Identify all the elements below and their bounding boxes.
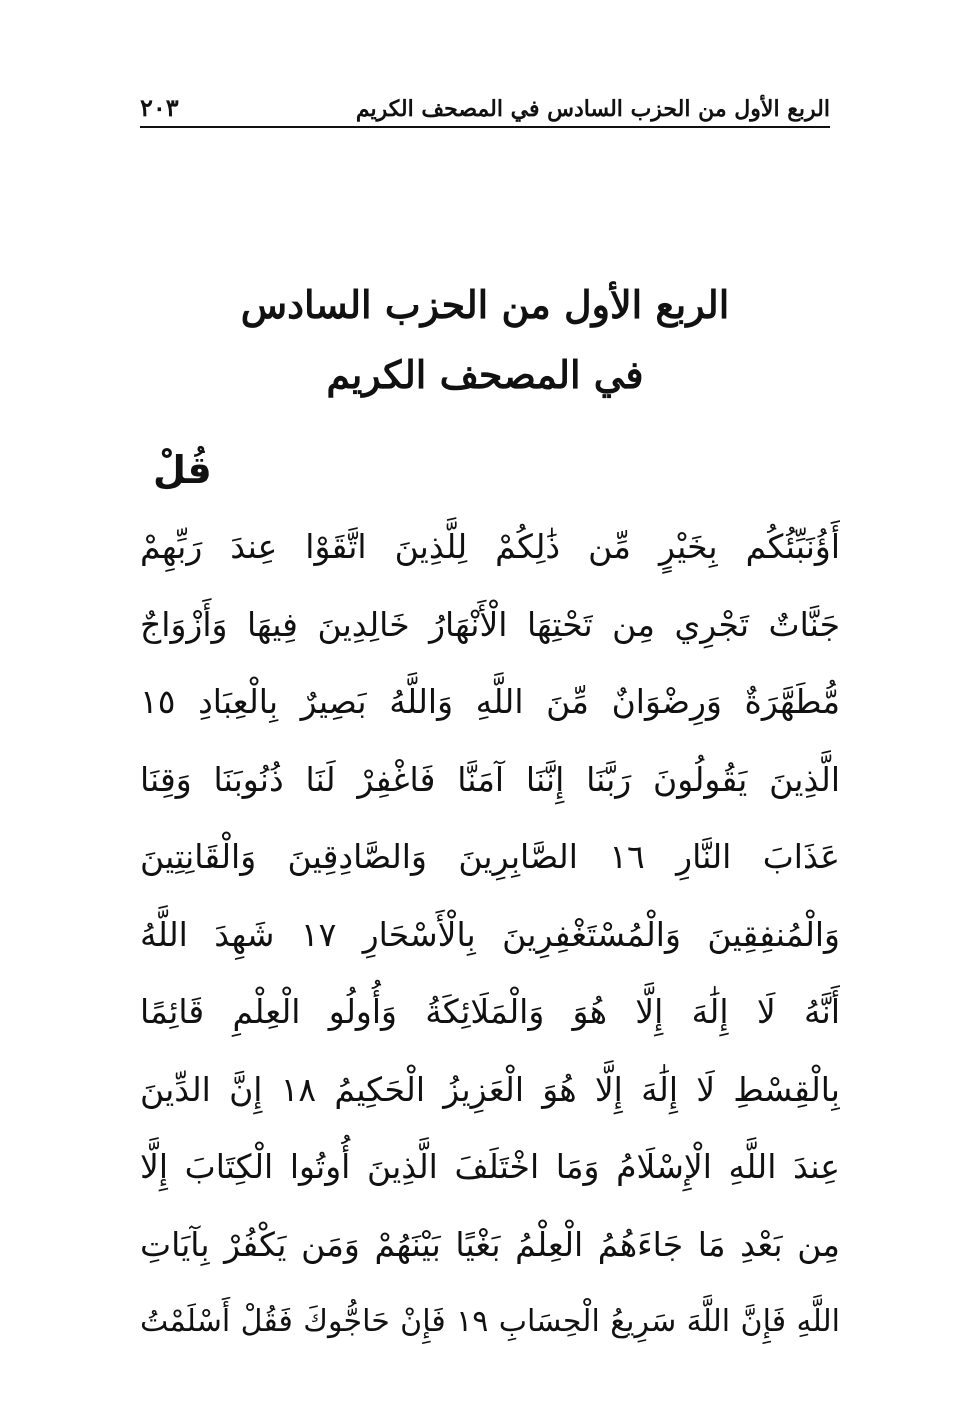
page-number: ٢٠٣ [140,93,179,122]
verse-line-3: مُّطَهَّرَةٌ وَرِضْوَانٌ مِّنَ اللَّهِ وَاللَّهُ بَصِيرٌ بِالْعِبَادِ ١٥ [140,682,840,721]
verse-line-10: مِن بَعْدِ مَا جَاءَهُمُ الْعِلْمُ بَغْيًا بَيْنَهُمْ وَمَن يَكْفُرْ بِآيَاتِ [140,1224,840,1264]
verse-line-6: وَالْمُنفِقِينَ وَالْمُسْتَغْفِرِينَ بِالْأَسْحَارِ ١٧ شَهِدَ اللَّهُ [140,914,840,954]
verse-line-1: أَؤُنَبِّئُكُم بِخَيْرٍ مِّن ذَٰلِكُمْ لِلَّذِينَ اتَّقَوْا عِندَ رَبِّهِمْ [140,527,840,566]
verse-line-11: اللَّهِ فَإِنَّ اللَّهَ سَرِيعُ الْحِسَابِ ١٩ فَإِنْ حَاجُّوكَ فَقُلْ أَسْلَمْتُ [140,1304,840,1339]
verse-line-4: الَّذِينَ يَقُولُونَ رَبَّنَا إِنَّنَا آمَنَّا فَاغْفِرْ لَنَا ذُنُوبَنَا وَقِنَا [140,759,840,799]
verse-line-5: عَذَابَ النَّارِ ١٦ الصَّابِرِينَ وَالصَّادِقِينَ وَالْقَانِتِينَ [140,837,840,876]
verse-line-9: عِندَ اللَّهِ الْإِسْلَامُ وَمَا اخْتَلَفَ الَّذِينَ أُوتُوا الْكِتَابَ إِلَّا [140,1147,840,1186]
verse-line-2: جَنَّاتٌ تَجْرِي مِن تَحْتِهَا الْأَنْهَارُ خَالِدِينَ فِيهَا وَأَزْوَاجٌ [140,604,840,644]
running-header [140,88,830,128]
verse-text-block [140,508,840,1361]
opening-word [153,448,833,492]
section-title-line-1: الربع الأول من الحزب السادس [240,282,730,327]
verse-line-8: بِالْقِسْطِ لَا إِلَٰهَ إِلَّا هُوَ الْعَزِيزُ الْحَكِيمُ ١٨ إِنَّ الدِّينَ [140,1069,840,1109]
section-title-line-2: في المصحف الكريم [326,352,644,397]
verse-line-7: أَنَّهُ لَا إِلَٰهَ إِلَّا هُوَ وَالْمَلَائِكَةُ وَأُولُو الْعِلْمِ قَائِمًا [140,992,840,1031]
running-title: الربع الأول من الحزب السادس في المصحف الكريم [355,96,830,122]
opening-word-text: قُلْ [153,448,212,492]
